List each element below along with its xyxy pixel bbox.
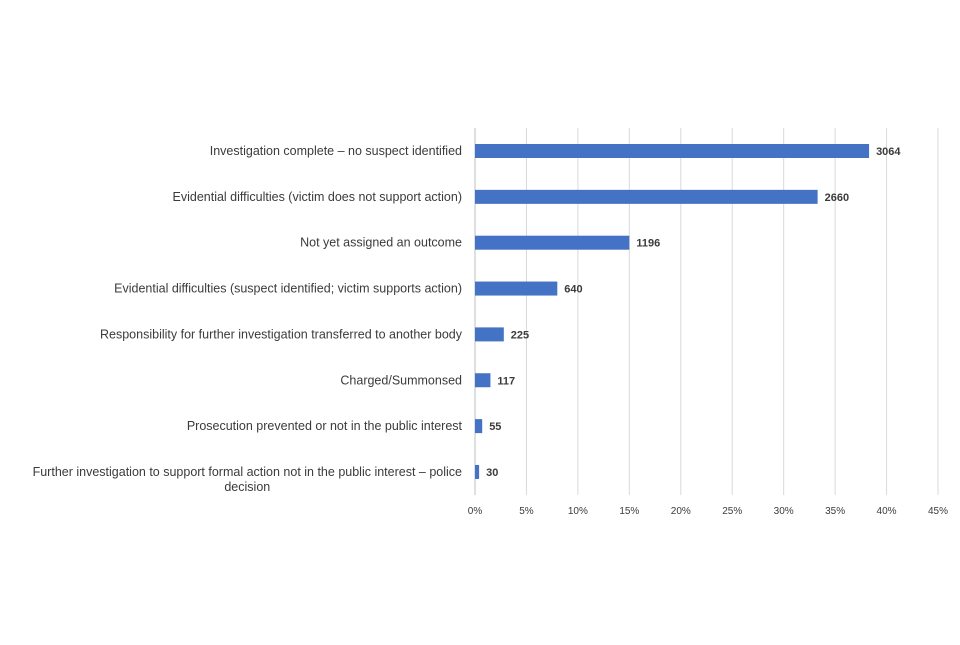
category-labels (33, 144, 463, 494)
x-tick-label: 0% (467, 506, 483, 517)
bar (475, 465, 479, 479)
x-tick-label: 30% (773, 506, 794, 517)
bars (475, 144, 869, 479)
x-tick-label: 15% (619, 506, 640, 517)
x-axis-ticks (468, 506, 948, 517)
x-tick-label: 35% (825, 506, 846, 517)
data-label: 2660 (824, 191, 850, 204)
category-label: Evidential difficulties (suspect identified; victim supports action) (114, 281, 462, 296)
x-tick-label: 20% (670, 506, 691, 517)
x-tick-label: 40% (876, 506, 897, 517)
data-label: 225 (510, 329, 530, 342)
bar (475, 327, 504, 341)
bar (475, 373, 490, 387)
data-label: 1196 (636, 237, 661, 250)
category-label: Further investigation to support formal action not in the public interest – police decision (32, 464, 462, 494)
x-tick-label: 45% (927, 506, 949, 517)
bar (475, 419, 482, 433)
category-label: Prosecution prevented or not in the public interest (186, 419, 462, 434)
category-label: Charged/Summonsed (340, 373, 462, 388)
category-label: Evidential difficulties (victim does not support action) (172, 189, 462, 204)
x-tick-label: 10% (567, 506, 588, 517)
gridlines (475, 128, 938, 495)
data-label: 640 (564, 283, 583, 296)
data-label: 30 (486, 466, 499, 479)
x-tick-label: 25% (722, 506, 743, 517)
bar (475, 144, 869, 158)
data-label: 3064 (876, 146, 901, 158)
bar (475, 190, 818, 204)
data-label: 117 (497, 375, 516, 388)
category-label: Investigation complete – no suspect identified (209, 144, 462, 158)
category-label: Responsibility for further investigation transferred to another body (100, 327, 462, 342)
category-label: Not yet assigned an outcome (300, 235, 462, 250)
x-tick-label: 5% (519, 506, 534, 517)
data-label: 55 (489, 421, 502, 434)
bar (475, 282, 557, 296)
bar (475, 236, 629, 250)
